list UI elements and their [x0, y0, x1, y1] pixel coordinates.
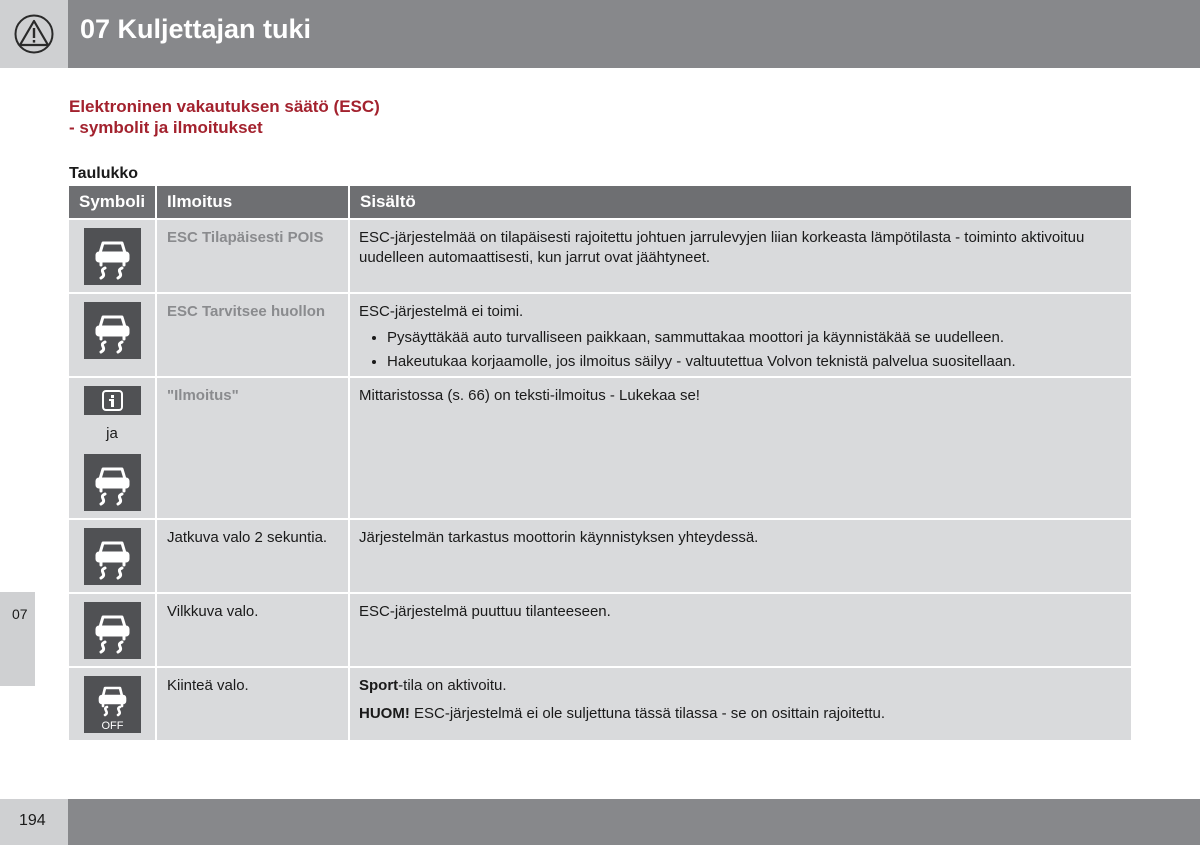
message-cell	[157, 668, 348, 740]
message-cell	[157, 594, 348, 666]
section-title-line1: Elektroninen vakautuksen säätö (ESC)	[69, 97, 380, 116]
content-text: Mittaristossa (s. 66) on teksti-ilmoitus - Lukekaa se!	[359, 387, 700, 404]
table-row	[69, 594, 1131, 666]
chapter-side-tab	[0, 592, 35, 686]
symbol-cell	[69, 594, 155, 666]
bullet-item: • Hakeutukaa korjaamolle, jos ilmoitus säilyy - valtuutettua Volvon teknistä palvelua suositellaan.	[387, 352, 1115, 372]
symbol-cell	[69, 220, 155, 292]
note-text: HUOM! ESC-järjestelmä ei ole suljettuna tässä tilassa - se on osittain rajoitettu.	[359, 705, 886, 722]
table-row	[69, 294, 1131, 376]
table-row	[69, 520, 1131, 592]
content-text: ESC-järjestelmää on tilapäisesti rajoitettu johtuen jarrulevyjen liian korkeasta lämpötilasta - toiminto aktivoituu uudelleen automaattisesti, kun jarrut ovat jäähtyneet.	[359, 229, 1085, 266]
content-text: Sport-tila on aktivoitu.	[359, 677, 507, 694]
message-text: Jatkuva valo 2 sekuntia.	[167, 529, 328, 546]
content-cell	[350, 594, 1131, 666]
content-cell	[350, 220, 1131, 292]
chapter-header	[68, 0, 1200, 68]
message-cell	[157, 220, 348, 292]
symbol-cell	[69, 378, 155, 518]
section-title-line2: - symbolit ja ilmoitukset	[69, 118, 263, 137]
message-text: Vilkkuva valo.	[167, 603, 259, 620]
column-header-content: Sisältö	[350, 186, 1131, 218]
table-row	[69, 378, 1131, 518]
note-label: HUOM!	[359, 705, 410, 722]
content-text: ESC-järjestelmä ei toimi.	[359, 303, 524, 320]
side-tab-label: 07	[12, 606, 28, 622]
bullet-list	[359, 328, 1115, 372]
esc-skid-icon	[84, 454, 141, 511]
table-row	[69, 668, 1131, 740]
content-cell	[350, 294, 1131, 376]
content-text: ESC-järjestelmä puuttuu tilanteeseen.	[359, 603, 611, 620]
warning-triangle-icon	[14, 14, 54, 54]
off-label: OFF	[101, 720, 124, 732]
symbol-cell	[69, 668, 155, 740]
column-header-symbol: Symboli	[69, 186, 155, 218]
chapter-title: 07 Kuljettajan tuki	[80, 14, 312, 44]
message-cell	[157, 378, 348, 518]
bullet-item: • Pysäyttäkää auto turvalliseen paikkaan, sammuttakaa moottori ja käynnistäkää se uudelleen.	[387, 328, 1115, 348]
esc-off-icon	[84, 676, 141, 733]
content-cell	[350, 520, 1131, 592]
table-row	[69, 220, 1131, 292]
header-icon-area	[0, 0, 68, 68]
message-cell	[157, 520, 348, 592]
message-text: "Ilmoitus"	[167, 387, 239, 404]
footer-bar	[68, 799, 1200, 845]
esc-skid-icon	[84, 602, 141, 659]
symbol-cell	[69, 294, 155, 376]
symbol-separator: ja	[106, 425, 118, 442]
content-cell	[350, 378, 1131, 518]
esc-skid-icon	[84, 302, 141, 359]
info-message-icon	[84, 386, 141, 415]
table-caption: Taulukko	[69, 165, 139, 182]
content-cell	[350, 668, 1131, 740]
message-cell	[157, 294, 348, 376]
esc-skid-icon	[84, 528, 141, 585]
symbol-cell	[69, 520, 155, 592]
message-text: Kiinteä valo.	[167, 677, 249, 694]
sport-mode-label: Sport	[359, 677, 399, 694]
message-text: ESC Tilapäisesti POIS	[167, 229, 324, 246]
content-text: Järjestelmän tarkastus moottorin käynnistyksen yhteydessä.	[359, 529, 759, 546]
page-number-box	[0, 799, 68, 845]
message-text: ESC Tarvitsee huollon	[167, 303, 326, 320]
page-number: 194	[19, 812, 46, 829]
esc-skid-icon	[84, 228, 141, 285]
column-header-message: Ilmoitus	[157, 186, 348, 218]
section-title	[69, 96, 380, 138]
